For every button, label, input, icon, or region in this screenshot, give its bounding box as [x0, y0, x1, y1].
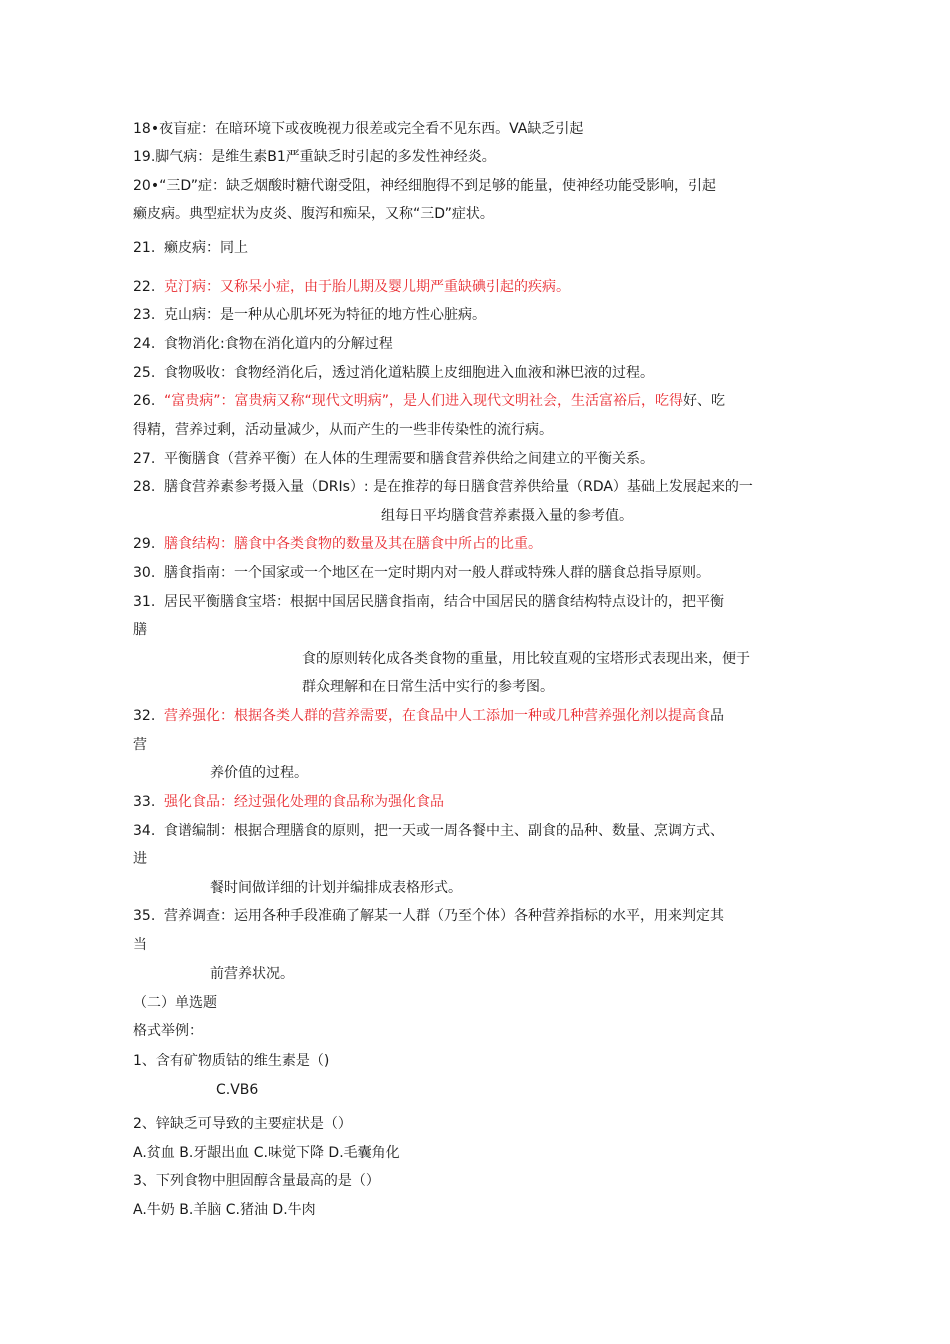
item-text: 食谱编制：根据合理膳食的原则，把一天或一周各餐中主、副食的品种、数量、烹调方式、 [164, 823, 724, 839]
item-34-cont-2: 餐时间做详细的计划并编排成表格形式。 [210, 880, 462, 896]
item-33 [133, 792, 444, 812]
item-19: 19.脚气病：是维生素B1严重缺乏时引起的多发性神经炎。 [133, 149, 496, 165]
item-30 [133, 563, 710, 583]
item-number: 33. [133, 794, 156, 810]
item-number: 23. [133, 307, 156, 323]
item-text: 克山病：是一种从心肌坏死为特征的地方性心脏病。 [164, 307, 486, 323]
item-18: 18•夜盲症：在暗环境下或夜晚视力很差或完全看不见东西。VA缺乏引起 [133, 121, 584, 137]
item-text-highlight: “富贵病”：富贵病又称“现代文明病”，是人们进入现代文明社会，生活富裕后，吃得 [164, 393, 684, 409]
item-text: 品 [710, 708, 724, 724]
item-24 [133, 334, 393, 354]
item-35-cont-1: 当 [133, 937, 147, 953]
item-29 [133, 534, 542, 554]
item-text: 膳食营养素参考摄入量（DRIs）: 是在推荐的每日膳食营养供给量（RDA）基础上发展起来的一 [164, 479, 753, 495]
item-text: 强化食品：经过强化处理的食品称为强化食品 [164, 794, 444, 810]
question-3: 3、下列食物中胆固醇含量最高的是（） [133, 1173, 380, 1189]
item-number: 22. [133, 279, 156, 295]
item-34 [133, 821, 724, 841]
item-text: 平衡膳食（营养平衡）在人体的生理需要和膳食营养供给之间建立的平衡关系。 [164, 451, 654, 467]
item-text-highlight: 营养强化：根据各类人群的营养需要，在食品中人工添加一种或几种营养强化剂以提高食 [164, 708, 710, 724]
item-number: 28. [133, 479, 156, 495]
item-21 [133, 238, 248, 258]
item-25 [133, 363, 654, 383]
question-2: 2、锌缺乏可导致的主要症状是（） [133, 1116, 352, 1132]
item-34-cont-1: 进 [133, 851, 147, 867]
question-1: 1、含有矿物质钴的维生素是（) [133, 1053, 330, 1069]
item-text: 膳食指南：一个国家或一个地区在一定时期内对一般人群或特殊人群的膳食总指导原则。 [164, 565, 710, 581]
item-31 [133, 592, 724, 612]
item-28 [133, 477, 753, 497]
item-text: 膳食结构：膳食中各类食物的数量及其在膳食中所占的比重。 [164, 536, 542, 552]
item-35 [133, 906, 724, 926]
question-2-options: A.贫血 B.牙龈出血 C.味觉下降 D.毛囊角化 [133, 1145, 400, 1161]
item-text: 居民平衡膳食宝塔：根据中国居民膳食指南，结合中国居民的膳食结构特点设计的，把平衡 [164, 594, 724, 610]
item-32 [133, 706, 724, 726]
item-20-cont: 癞皮病。典型症状为皮炎、腹泻和痴呆，又称“三D”症状。 [133, 206, 494, 222]
item-number: 29. [133, 536, 156, 552]
item-number: 24. [133, 336, 156, 352]
item-number: 34. [133, 823, 156, 839]
item-number: 21. [133, 240, 156, 256]
item-35-cont-2: 前营养状况。 [210, 966, 294, 982]
item-number: 32. [133, 708, 156, 724]
item-text: 好、吃 [683, 393, 726, 409]
item-23 [133, 305, 486, 325]
question-1-option: C.VB6 [216, 1082, 259, 1098]
item-31-cont-3: 群众理解和在日常生活中实行的参考图。 [302, 679, 554, 695]
item-22 [133, 277, 570, 297]
item-20: 20•“三D”症：缺乏烟酸时糖代谢受阻，神经细胞得不到足够的能量，使神经功能受影响，引起 [133, 178, 716, 194]
item-31-cont-2: 食的原则转化成各类食物的重量，用比较直观的宝塔形式表现出来，便于 [302, 651, 750, 667]
item-number: 30. [133, 565, 156, 581]
item-number: 25. [133, 365, 156, 381]
format-label: 格式举例： [133, 1023, 203, 1039]
item-26 [133, 391, 725, 411]
item-31-cont-1: 膳 [133, 622, 147, 638]
item-number: 27. [133, 451, 156, 467]
item-28-cont: 组每日平均膳食营养素摄入量的参考值。 [381, 508, 633, 524]
item-text: 食物消化:食物在消化道内的分解过程 [164, 336, 393, 352]
question-3-options: A.牛奶 B.羊脑 C.猪油 D.牛肉 [133, 1202, 316, 1218]
item-26-cont: 得精，营养过剩，活动量减少，从而产生的一些非传染性的流行病。 [133, 422, 553, 438]
item-text: 克汀病：又称呆小症，由于胎儿期及婴儿期严重缺碘引起的疾病。 [164, 279, 570, 295]
item-27 [133, 449, 654, 469]
item-text: 营养调查：运用各种手段准确了解某一人群（乃至个体）各种营养指标的水平，用来判定其 [164, 908, 724, 924]
item-number: 26. [133, 393, 156, 409]
item-32-cont-2: 养价值的过程。 [210, 765, 308, 781]
item-number: 31. [133, 594, 156, 610]
item-text: 食物吸收：食物经消化后，透过消化道粘膜上皮细胞进入血液和淋巴液的过程。 [164, 365, 654, 381]
item-text: 癞皮病：同上 [164, 240, 248, 256]
section-heading: （二）单选题 [133, 995, 217, 1011]
item-32-cont-1: 营 [133, 737, 147, 753]
item-number: 35. [133, 908, 156, 924]
